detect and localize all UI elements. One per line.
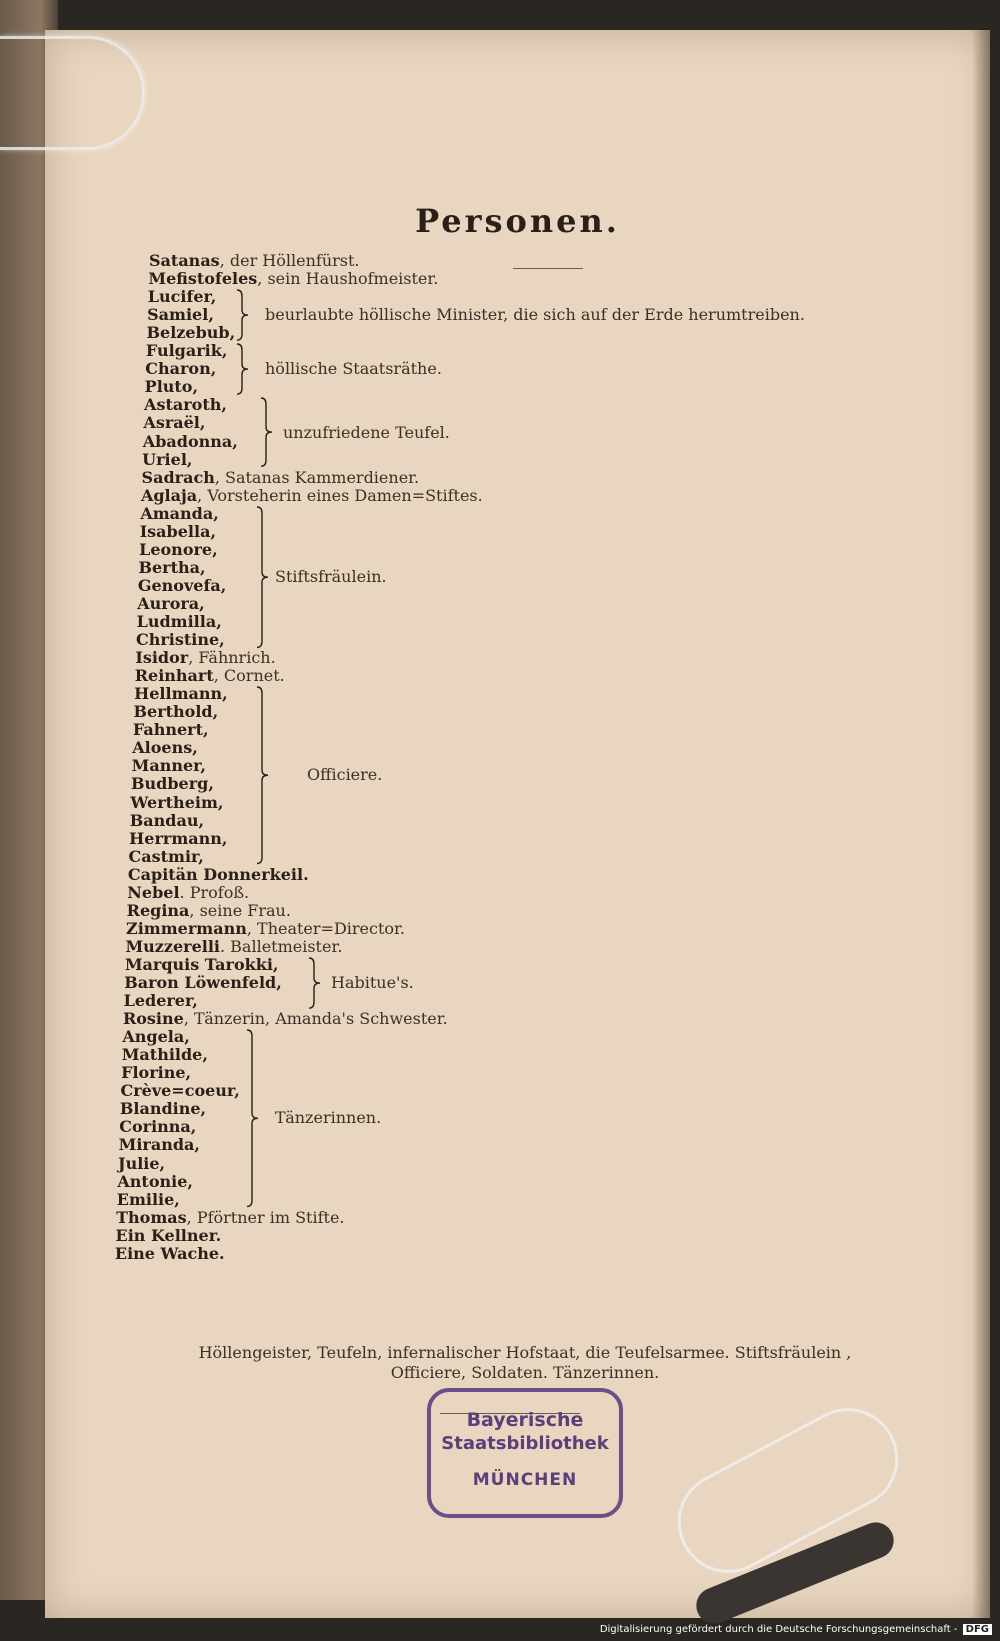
book-page <box>45 30 990 1618</box>
character-name: Florine, <box>121 1063 192 1083</box>
character-row <box>122 1028 189 1046</box>
character-row <box>117 1191 180 1209</box>
character-row <box>140 505 218 523</box>
character-name: Marquis Tarokki, <box>124 954 279 974</box>
character-row <box>143 414 205 432</box>
character-name: Bertha, <box>138 557 206 577</box>
character-row <box>149 252 360 270</box>
character-description: . Profoß. <box>179 882 250 902</box>
character-name: Muzzerelli <box>125 936 220 956</box>
group-label: Stiftsfräulein. <box>275 566 387 586</box>
character-row <box>122 1046 208 1064</box>
character-row <box>135 649 275 667</box>
character-row <box>124 974 282 992</box>
character-row <box>143 433 238 451</box>
character-row <box>146 342 228 360</box>
character-row <box>125 956 279 974</box>
character-row <box>147 324 236 342</box>
character-name: Regina <box>126 900 190 920</box>
group-label: beurlaubte höllische Minister, die sich auf der Erde herumtreiben. <box>265 305 805 325</box>
character-name: Amanda, <box>140 503 219 523</box>
character-name: Lederer, <box>123 991 198 1011</box>
character-name: Mathilde, <box>121 1045 208 1065</box>
character-row <box>136 631 225 649</box>
character-row <box>138 559 205 577</box>
character-row <box>144 396 227 414</box>
character-description: , Tänzerin, Amanda's Schwester. <box>183 1009 448 1029</box>
character-row <box>147 306 214 324</box>
character-row <box>140 523 216 541</box>
character-row <box>119 1136 200 1154</box>
character-name: Herrmann, <box>129 828 228 848</box>
character-name: Manner, <box>131 756 206 776</box>
character-row <box>124 992 198 1010</box>
character-name: Castmir, <box>128 846 204 866</box>
character-name: Belzebub, <box>146 323 236 343</box>
stamp-line-3: MÜNCHEN <box>472 1470 578 1490</box>
character-name: Leonore, <box>139 539 218 559</box>
character-name: Lucifer, <box>147 287 217 307</box>
character-name: Capitän Donnerkeil. <box>127 864 309 884</box>
character-name: Satanas <box>149 251 220 270</box>
character-name: Ludmilla, <box>136 612 222 631</box>
character-row <box>129 848 204 866</box>
character-name: Aurora, <box>137 593 205 613</box>
character-row <box>127 902 291 920</box>
character-row <box>134 703 219 721</box>
group-label: höllische Staatsräthe. <box>265 359 442 379</box>
group-brace <box>235 290 249 340</box>
character-name: Miranda, <box>118 1135 200 1155</box>
stamp-line-1: Bayerische <box>466 1409 584 1431</box>
character-description: , Satanas Kammerdiener. <box>214 467 420 487</box>
page-clip-top <box>0 36 145 150</box>
character-name: Fahnert, <box>132 720 209 740</box>
character-row <box>120 1100 206 1118</box>
character-name: Angela, <box>122 1027 190 1047</box>
title-rule <box>513 268 583 269</box>
character-row <box>145 378 198 396</box>
character-name: Reinhart <box>134 666 214 686</box>
character-name: Antonie, <box>117 1171 193 1191</box>
digitization-credit <box>600 1624 992 1635</box>
character-name: Christine, <box>135 630 225 650</box>
character-name: Corinna, <box>119 1117 197 1137</box>
group-brace <box>307 958 321 1008</box>
character-row <box>132 757 206 775</box>
character-name: Blandine, <box>119 1099 207 1119</box>
character-description: , Fähnrich. <box>188 648 276 668</box>
group-brace <box>255 507 269 647</box>
character-row <box>125 938 342 956</box>
character-name: Hellmann, <box>134 684 228 704</box>
character-row <box>138 577 226 595</box>
character-name: Aloens, <box>132 738 198 758</box>
character-name: Julie, <box>118 1153 166 1173</box>
group-brace <box>255 687 269 864</box>
character-name: Rosine <box>122 1009 184 1029</box>
dfg-logo: DFG <box>963 1624 992 1635</box>
character-description: , seine Frau. <box>189 900 291 920</box>
character-description: , Theater=Director. <box>246 918 406 938</box>
character-row <box>131 775 214 793</box>
character-row <box>137 595 205 613</box>
character-row <box>130 794 223 812</box>
stamp-line-2: Staatsbibliothek <box>441 1433 609 1454</box>
character-row <box>115 1245 225 1263</box>
character-name: Asraël, <box>143 413 206 433</box>
character-name: Ein Kellner. <box>115 1225 222 1245</box>
group-label: Habitue's. <box>331 973 414 993</box>
character-row <box>118 1155 165 1173</box>
character-row <box>128 866 309 884</box>
character-row <box>116 1227 222 1245</box>
character-name: Fulgarik, <box>145 341 228 361</box>
character-row <box>145 360 216 378</box>
library-stamp <box>427 1388 623 1518</box>
character-row <box>148 270 438 288</box>
page-title: Personen. <box>415 202 620 240</box>
character-name: Astaroth, <box>144 395 227 415</box>
character-description: , der Höllenfürst. <box>219 251 360 270</box>
group-brace <box>259 398 273 466</box>
character-name: Zimmermann <box>126 918 247 938</box>
character-name: Isidor <box>135 648 189 668</box>
character-name: Abadonna, <box>142 431 238 451</box>
character-row <box>133 721 209 739</box>
character-row <box>139 541 218 559</box>
character-description: , Vorsteherin eines Damen=Stiftes. <box>197 485 483 505</box>
character-row <box>127 884 249 902</box>
character-row <box>135 667 285 685</box>
character-row <box>120 1082 239 1100</box>
character-row <box>129 830 227 848</box>
character-row <box>142 469 420 487</box>
character-description: , Cornet. <box>213 666 285 686</box>
character-row <box>117 1173 193 1191</box>
character-name: Baron Löwenfeld, <box>124 973 282 992</box>
group-label: Tänzerinnen. <box>275 1108 382 1128</box>
ensemble-line-2: Officiere, Soldaten. Tänzerinnen. <box>390 1363 660 1382</box>
character-row <box>142 451 192 469</box>
character-description: , Pförtner im Stifte. <box>186 1207 345 1227</box>
character-row <box>123 1010 448 1028</box>
character-row <box>130 812 204 830</box>
character-name: Berthold, <box>133 702 219 722</box>
character-row <box>132 739 198 757</box>
character-row <box>121 1064 191 1082</box>
group-brace <box>245 1030 259 1207</box>
character-name: Wertheim, <box>130 792 224 812</box>
character-name: Crève=coeur, <box>120 1081 240 1101</box>
character-name: Samiel, <box>147 305 214 325</box>
character-name: Aglaja <box>140 485 198 505</box>
character-name: Thomas <box>116 1207 187 1227</box>
ensemble-line-1: Höllengeister, Teufeln, infernalischer Hofstaat, die Teufelsarmee. Stiftsfräulein , <box>198 1343 852 1362</box>
character-row <box>141 487 483 505</box>
group-brace <box>235 344 249 394</box>
character-name: Bandau, <box>129 810 205 830</box>
group-label: Officiere. <box>307 765 383 785</box>
character-name: Budberg, <box>131 774 214 794</box>
character-row <box>116 1209 344 1227</box>
character-description: , sein Haushofmeister. <box>257 269 439 289</box>
character-name: Charon, <box>145 359 217 379</box>
character-row <box>126 920 405 938</box>
character-row <box>119 1118 196 1136</box>
character-description: . Balletmeister. <box>219 936 343 956</box>
character-name: Emilie, <box>116 1189 180 1209</box>
character-name: Eine Wache. <box>114 1243 225 1263</box>
character-name: Uriel, <box>142 449 193 469</box>
character-name: Sadrach <box>141 467 215 487</box>
ensemble-note <box>185 1343 865 1383</box>
character-name: Nebel <box>127 882 180 902</box>
character-name: Isabella, <box>139 521 217 541</box>
group-label: unzufriedene Teufel. <box>283 422 450 442</box>
character-row <box>148 288 217 306</box>
character-row <box>134 685 228 703</box>
character-row <box>137 613 222 631</box>
character-name: Genovefa, <box>137 575 227 595</box>
character-name: Mefistofeles <box>148 269 258 289</box>
credit-text: Digitalisierung gefördert durch die Deutsche Forschungsgemeinschaft - <box>599 1624 958 1635</box>
character-name: Pluto, <box>144 377 199 397</box>
